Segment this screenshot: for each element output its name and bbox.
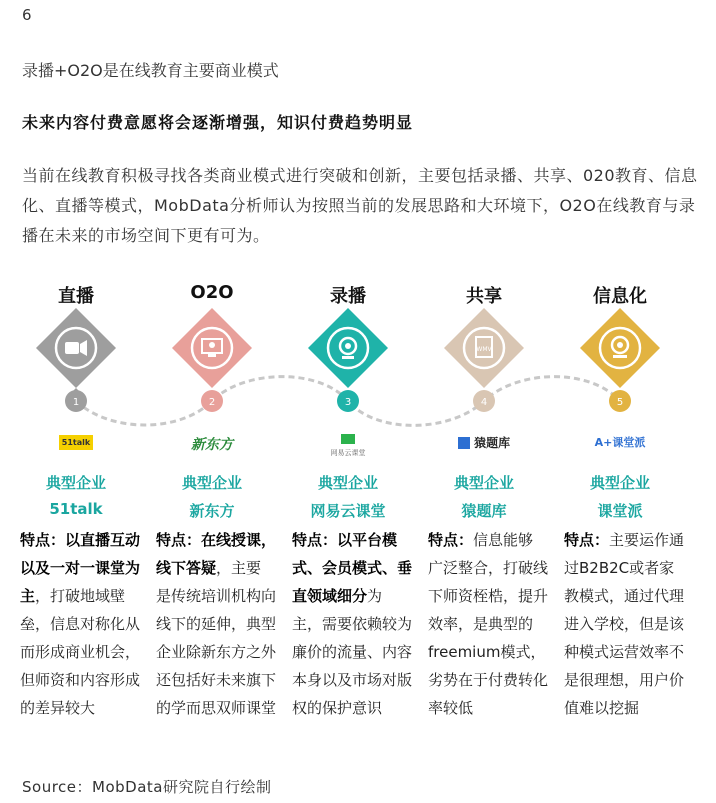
company-name: 新东方	[189, 502, 235, 520]
column-title: 信息化	[593, 286, 647, 307]
feature-description: 特点：主要运作通过B2B2C或者家教模式，通过代理进入学校，但是该种模式运营效率不是很理想，用户价值难以挖掘	[564, 531, 685, 717]
number-circle-5	[609, 390, 631, 412]
typical-company-label: 典型企业	[317, 474, 378, 492]
number-circle-4	[473, 390, 495, 412]
company-logo-ketangpai: A+课堂派	[594, 436, 646, 449]
page-number: 6	[22, 6, 32, 24]
company-name: 51talk	[49, 500, 103, 518]
column-title: 录播	[330, 286, 366, 307]
typical-company-label: 典型企业	[589, 474, 650, 492]
feature-description: 特点：信息能够广泛整合，打破线下师资桎梏，提升效率，是典型的freemium模式，劣势在于付费转化率较低	[428, 531, 549, 717]
company-logo-xdf: 新东方	[191, 437, 233, 453]
svg-text:2: 2	[208, 397, 216, 408]
company-name: 网易云课堂	[310, 502, 386, 520]
number-circle-3	[337, 390, 359, 412]
video-camera-icon	[65, 340, 87, 356]
diagram-graphic	[0, 298, 716, 448]
column-title: O2O	[190, 282, 234, 303]
svg-text:3: 3	[344, 397, 352, 408]
feature-description: 特点：以平台模式、会员模式、垂直领域细分为主，需要依赖较为廉价的流量、内容本身以及市场对版权的保护意识	[292, 531, 413, 717]
diamond-5	[580, 308, 660, 388]
diamond-4	[444, 308, 524, 388]
svg-text:WMV: WMV	[476, 346, 492, 353]
company-logo-yuantiku: 猿题库	[416, 434, 552, 458]
diamond-2	[172, 308, 252, 388]
feature-description: 特点：以直播互动以及一对一课堂为主，打破地域壁垒，信息对称化从而形成商业机会，但师资和内容形成的差异较大	[20, 531, 141, 717]
svg-text:4: 4	[480, 397, 488, 408]
svg-text:1: 1	[72, 397, 80, 408]
number-circle-1	[65, 390, 87, 412]
svg-text:5: 5	[616, 397, 624, 408]
diamond-1	[36, 308, 116, 396]
company-logo-netease: 网易云课堂	[280, 434, 416, 458]
typical-company-label: 典型企业	[181, 474, 242, 492]
number-circle-2	[201, 390, 223, 412]
typical-company-label: 典型企业	[453, 474, 514, 492]
company-logo-51talk: 51talk	[8, 434, 144, 458]
business-model-diagram	[0, 278, 716, 778]
intro-paragraph: 当前在线教育积极寻找各类商业模式进行突破和创新，主要包括录播、共享、020教育、信息化、直播等模式，MobData分析师认为按照当前的发展思路和大环境下，O2O在线教育与录播在未来的市场空间下更有可为。	[22, 166, 698, 245]
typical-company-label: 典型企业	[45, 474, 106, 492]
section-subtitle: 录播+O2O是在线教育主要商业模式	[22, 61, 279, 80]
source-note: Source：MobData研究院自行绘制	[22, 778, 272, 796]
diamond-3	[308, 308, 388, 388]
feature-description: 特点：在线授课，线下答疑，主要是传统培训机构向线下的延伸，典型企业除新东方之外还包括好未来旗下的学而思双师课堂	[156, 531, 277, 717]
company-name: 课堂派	[597, 502, 643, 520]
column-title: 共享	[466, 286, 502, 307]
column-title: 直播	[58, 286, 94, 307]
section-heading: 未来内容付费意愿将会逐渐增强，知识付费趋势明显	[22, 113, 414, 132]
company-name: 猿题库	[461, 502, 507, 520]
